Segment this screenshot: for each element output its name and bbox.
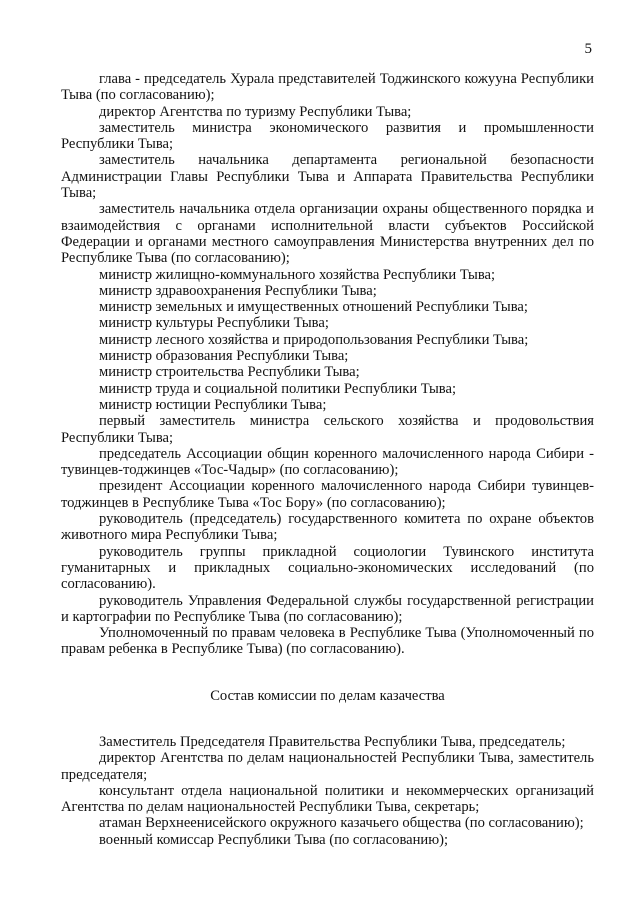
member-item: руководитель Управления Федеральной службы государственной регистрации и картографии по Республике Тыва (по согласованию); bbox=[61, 592, 594, 625]
member-item: глава - председатель Хурала представителей Тоджинского кожууна Республики Тыва (по согласованию); bbox=[61, 71, 594, 104]
member-item: министр образования Республики Тыва; bbox=[99, 348, 349, 365]
cossack-member-item: консультант отдела национальной политики и некоммерческих организаций Агентства по делам национальностей Республики Тыва, секретарь; bbox=[61, 782, 594, 816]
member-item: Уполномоченный по правам человека в Республике Тыва (Уполномоченный по правам ребенка в Республике Тыва) (по согласованию). bbox=[61, 625, 594, 658]
member-item: руководитель группы прикладной социологии Тувинского института гуманитарных и прикладных социально-экономических исследований (по согласованию). bbox=[61, 543, 594, 593]
member-item: заместитель министра экономического развития и промышленности Республики Тыва; bbox=[61, 119, 594, 153]
section-title: Состав комиссии по делам казачества bbox=[210, 687, 445, 704]
cossack-member-item: атаман Верхнеенисейского окружного казачьего общества (по согласованию); bbox=[99, 815, 584, 832]
member-item: министр здравоохранения Республики Тыва; bbox=[99, 282, 377, 299]
member-item: заместитель начальника отдела организации охраны общественного порядка и взаимодействия с органами исполнительной власти субъектов Российской Федерации и органами местного самоуправления Министерства внутренних дел по Республике Тыва (по согласованию); bbox=[61, 201, 594, 267]
member-item: заместитель начальника департамента региональной безопасности Администрации Главы Республики Тыва и Аппарата Правительства Республики Тыва; bbox=[61, 152, 594, 202]
member-item: руководитель (председатель) государственного комитета по охране объектов животного мира Республики Тыва; bbox=[61, 511, 594, 544]
cossack-member-item: Заместитель Председателя Правительства Республики Тыва, председатель; bbox=[99, 733, 566, 750]
member-item: министр земельных и имущественных отношений Республики Тыва; bbox=[99, 299, 528, 316]
member-item: министр жилищно-коммунального хозяйства Республики Тыва; bbox=[99, 266, 496, 283]
member-item: министр юстиции Республики Тыва; bbox=[99, 396, 327, 413]
page-number: 5 bbox=[584, 41, 592, 57]
member-item: министр труда и социальной политики Республики Тыва; bbox=[99, 380, 457, 397]
cossack-member-item: директор Агентства по делам национальностей Республики Тыва, заместитель председателя; bbox=[61, 750, 594, 783]
member-item: министр культуры Республики Тыва; bbox=[99, 315, 329, 332]
document-body bbox=[61, 71, 594, 848]
member-item: первый заместитель министра сельского хозяйства и продовольствия Республики Тыва; bbox=[61, 413, 594, 446]
member-item: президент Ассоциации коренного малочисленного народа Сибири тувинцев-тоджинцев в Республике Тыва «Тос Бору» (по согласованию); bbox=[61, 478, 594, 511]
cossack-members-list bbox=[61, 734, 594, 848]
member-item: министр лесного хозяйства и природопользования Республики Тыва; bbox=[99, 331, 529, 348]
cossack-member-item: военный комиссар Республики Тыва (по согласованию); bbox=[99, 831, 449, 848]
member-item: председатель Ассоциации общин коренного малочисленного народа Сибири - тувинцев-тоджинцев «Тос-Чадыр» (по согласованию); bbox=[61, 445, 594, 479]
members-list bbox=[61, 71, 594, 658]
member-item: директор Агентства по туризму Республики Тыва; bbox=[99, 103, 412, 120]
member-item: министр строительства Республики Тыва; bbox=[99, 364, 360, 381]
